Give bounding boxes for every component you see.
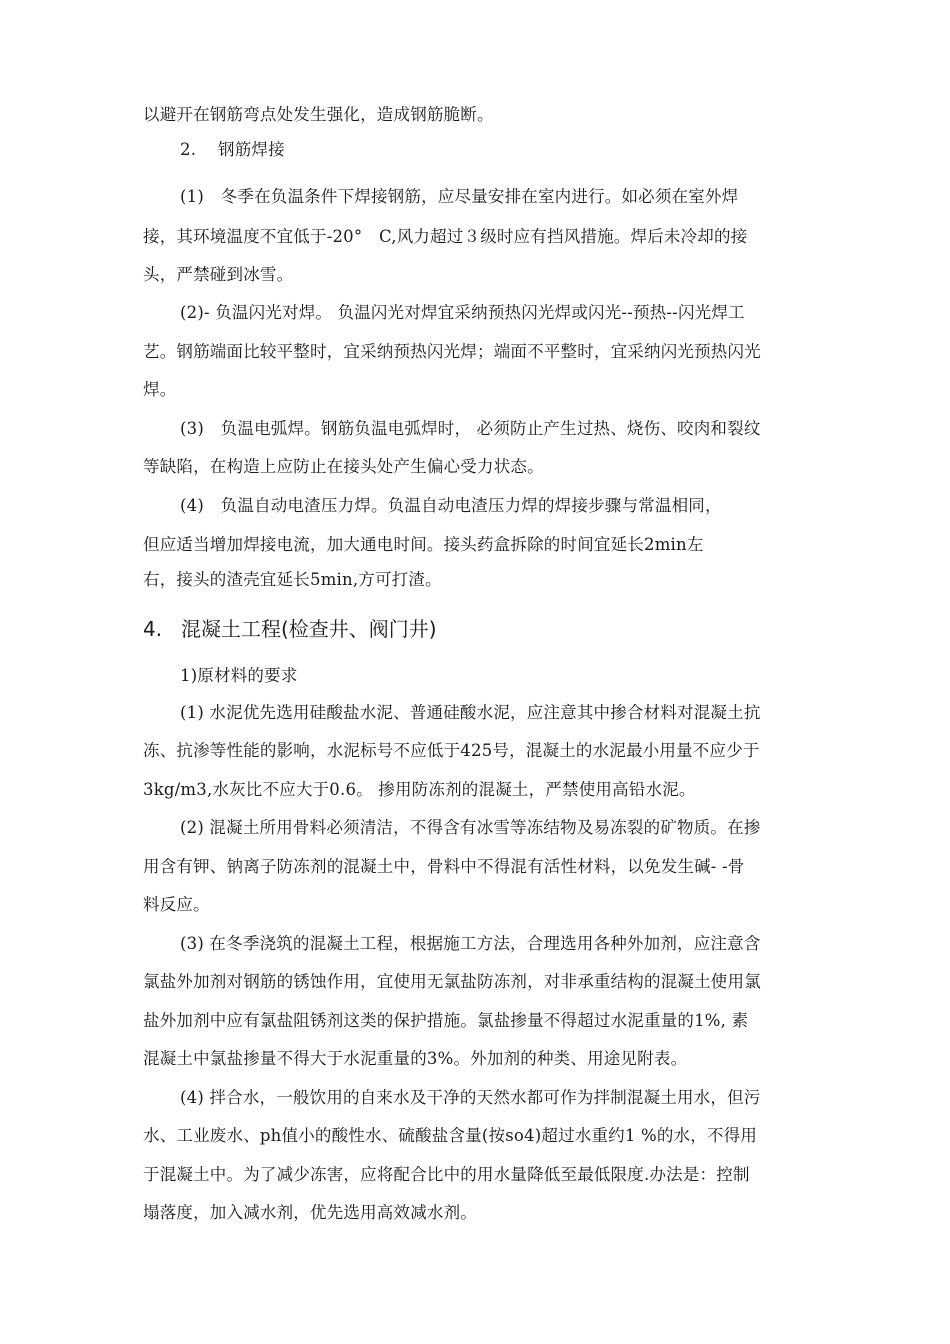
paragraph-line: 盐外加剂中应有氯盐阻锈剂这类的保护措施。氯盐掺量不得超过水泥重量的1%, 素 — [143, 1011, 749, 1030]
paragraph-line: 右，接头的渣壳宜延长5min,方可打渣。 — [143, 570, 442, 589]
subheading-materials: 1)原材料的要求 — [180, 666, 298, 685]
paragraph-line: (1) 冬季在负温条件下焊接钢筋，应尽量安排在室内进行。如必须在室外焊 — [180, 187, 739, 206]
paragraph-line: (4) 拌合水，一般饮用的自来水及干净的天然水都可作为拌制混凝土用水，但污 — [180, 1088, 761, 1107]
paragraph-line: 以避开在钢筋弯点处发生强化，造成钢筋脆断。 — [143, 105, 494, 124]
paragraph-line: (3) 负温电弧焊。钢筋负温电弧焊时， 必须防止产生过热、烧伤、咬肉和裂纹 — [180, 419, 761, 438]
section-number: 2. — [180, 140, 197, 159]
paragraph-line: (3) 在冬季浇筑的混凝土工程，根据施工方法，合理选用各种外加剂，应注意含 — [180, 934, 761, 953]
paragraph-line: (1) 水泥优先选用硅酸盐水泥、普通硅酸水泥，应注意其中掺合材料对混凝土抗 — [180, 703, 761, 722]
paragraph-line: 3kg/m3,水灰比不应大于0.6。 掺用防冻剂的混凝土，严禁使用高铅水泥。 — [143, 780, 696, 799]
section-title: 钢筋焊接 — [218, 140, 285, 159]
paragraph-line: 等缺陷，在构造上应防止在接头处产生偏心受力状态。 — [143, 457, 544, 476]
paragraph-line: 氯盐外加剂对钢筋的锈蚀作用，宜使用无氯盐防冻剂，对非承重结构的混凝土使用氯 — [143, 972, 761, 991]
section-heading-welding — [180, 139, 285, 161]
paragraph-line: 用含有钾、钠离子防冻剂的混凝土中，骨料中不得混有活性材料，以免发生碱- -骨 — [143, 857, 745, 876]
paragraph-line: 料反应。 — [143, 895, 210, 914]
paragraph-line: (4) 负温自动电渣压力焊。负温自动电渣压力焊的焊接步骤与常温相同， — [180, 496, 722, 515]
paragraph-line: (2)- 负温闪光对焊。 负温闪光对焊宜采纳预热闪光焊或闪光--预热--闪光焊工 — [180, 303, 745, 322]
paragraph-line: 于混凝土中。为了减少冻害，应将配合比中的用水量降低至最低限度.办法是：控制 — [143, 1165, 750, 1184]
section-heading-concrete — [143, 616, 437, 642]
paragraph-line: 冻、抗渗等性能的影响，水泥标号不应低于425号，混凝土的水泥最小用量不应少于 — [143, 741, 760, 760]
paragraph-line: 但应适当增加焊接电流，加大通电时间。接头药盒拆除的时间宜延长2min左 — [143, 535, 704, 554]
paragraph-line: 艺。钢筋端面比较平整时，宜采纳预热闪光焊；端面不平整时，宜采纳闪光预热闪光 — [143, 342, 761, 361]
heading-title: 混凝土工程(检查井、阀门井) — [181, 617, 437, 641]
paragraph-line: 混凝土中氯盐掺量不得大于水泥重量的3%。外加剂的种类、用途见附表。 — [143, 1049, 688, 1068]
paragraph-line: (2) 混凝土所用骨料必须清洁，不得含有冰雪等冻结物及易冻裂的矿物质。在掺 — [180, 818, 761, 837]
paragraph-line: 焊。 — [143, 380, 177, 399]
paragraph-line: 头，严禁碰到冰雪。 — [143, 265, 294, 284]
paragraph-line: 塌落度，加入减水剂，优先选用高效减水剂。 — [143, 1203, 477, 1222]
paragraph-line: 接，其环境温度不宜低于-20° C,风力超过３级时应有挡风措施。焊后未冷却的接 — [143, 227, 748, 246]
paragraph-line: 水、工业废水、ph值小的酸性水、硫酸盐含量(按so4)超过水重约1 %的水，不得用 — [143, 1126, 758, 1145]
heading-number: 4. — [143, 617, 163, 641]
